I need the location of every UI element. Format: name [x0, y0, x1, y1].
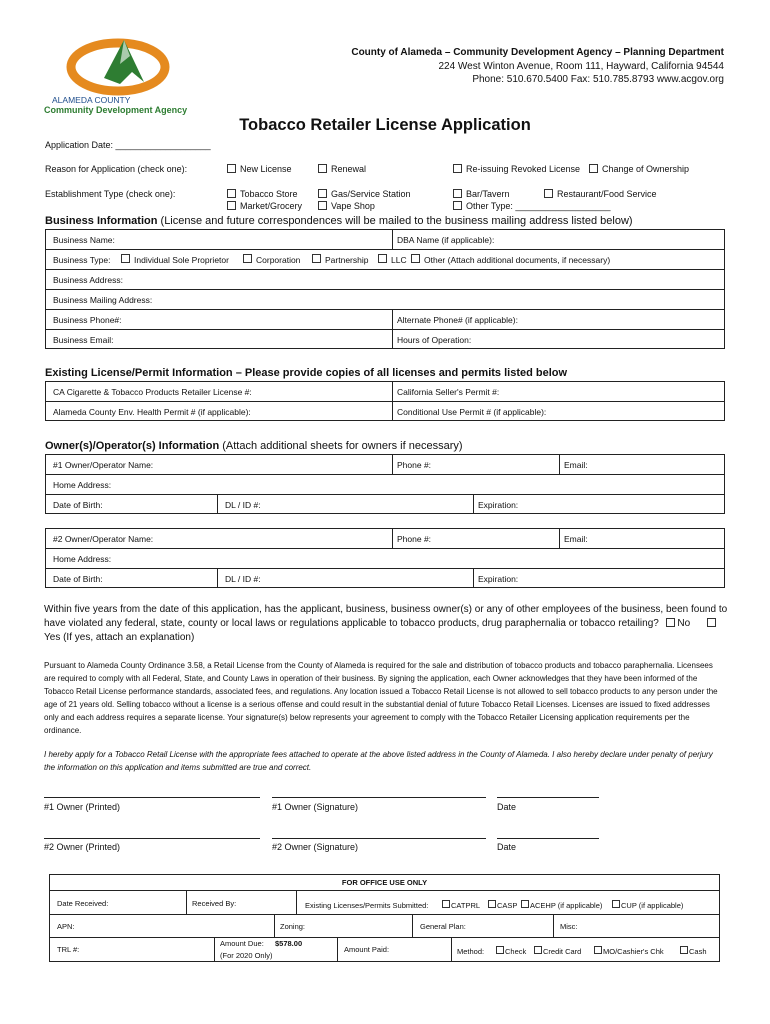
answer-no: No: [677, 618, 691, 629]
checkbox-vape-shop[interactable]: [318, 201, 327, 210]
checkbox-acehp[interactable]: [521, 900, 529, 908]
checkbox-other-type[interactable]: [453, 201, 462, 210]
ca-cigarette-license-field[interactable]: CA Cigarette & Tobacco Products Retailer License #:: [53, 387, 252, 397]
declaration-paragraph: I hereby apply for a Tobacco Retail License with the appropriate fees attached to operate at the above listed address in the County of Alameda. I also hereby declare under penalty of perjury the information on this application and items submitted are true and correct.: [44, 750, 713, 772]
hours-field[interactable]: Hours of Operation:: [397, 335, 472, 345]
sellers-permit-field[interactable]: California Seller's Permit #:: [397, 387, 500, 397]
logo-text-line2: Community Development Agency: [44, 105, 188, 115]
option-renewal: Renewal: [331, 164, 367, 174]
checkbox-no[interactable]: [666, 618, 675, 627]
owner1-date-label: Date: [497, 802, 517, 812]
checkbox-bar-tavern[interactable]: [453, 189, 462, 198]
application-date-field[interactable]: Application Date: ___________________: [45, 140, 211, 150]
option-bar-tavern: Bar/Tavern: [466, 189, 510, 199]
address-line: 224 West Winton Avenue, Room 111, Hayward, California 94544: [438, 60, 724, 72]
business-mailing-field[interactable]: Business Mailing Address:: [53, 295, 153, 305]
owner1-dl-field[interactable]: DL / ID #:: [225, 500, 261, 510]
establishment-label: Establishment Type (check one):: [45, 189, 176, 199]
owner2-expiration-field[interactable]: Expiration:: [478, 574, 519, 584]
owner1-expiration-field[interactable]: Expiration:: [478, 500, 519, 510]
owner1-dob-field[interactable]: Date of Birth:: [53, 500, 103, 510]
type-llc: LLC: [391, 255, 407, 265]
checkbox-restaurant[interactable]: [544, 189, 553, 198]
method-mo-cashiers: MO/Cashier's Chk: [603, 947, 664, 956]
general-plan-field[interactable]: General Plan:: [420, 922, 466, 931]
business-heading: [45, 215, 633, 227]
amount-due-label: Amount Due:: [220, 939, 264, 948]
owner2-phone-field[interactable]: Phone #:: [397, 534, 432, 544]
owner2-date-label: Date: [497, 842, 517, 852]
dba-name-field[interactable]: DBA Name (if applicable):: [397, 235, 495, 245]
violation-question: [44, 603, 734, 645]
checkbox-corporation[interactable]: [243, 254, 252, 263]
agency-line: County of Alameda – Community Development Agency – Planning Department: [351, 47, 724, 58]
owner1-home-field[interactable]: Home Address:: [53, 480, 112, 490]
checkbox-mo-cashiers[interactable]: [594, 946, 602, 954]
owner1-phone-field[interactable]: Phone #:: [397, 460, 432, 470]
option-change-ownership: Change of Ownership: [602, 164, 690, 174]
checkbox-casp[interactable]: [488, 900, 496, 908]
checkbox-other[interactable]: [411, 254, 420, 263]
alternate-phone-field[interactable]: Alternate Phone# (if applicable):: [397, 315, 518, 325]
option-restaurant: Restaurant/Food Service: [557, 189, 657, 199]
amount-due-value: $578.00: [275, 939, 303, 948]
option-tobacco-store: Tobacco Store: [240, 189, 298, 199]
method-credit-card: Credit Card: [543, 947, 582, 956]
ordinance-paragraph: Pursuant to Alameda County Ordinance 3.58, a Retail License from the County of Alameda is required for the sale and distribution of tobacco products and tobacco paraphernalia. Licensees are required to comply with all Federal, State, and County Laws in operation of their business. By signing the application, each Owner acknowledges that they have been informed of the Tobacco Retail License performance standards, associated fees, and regulations. Any location issued a Tobacco Retail License is not allowed to sell tobacco products to any person under the age of 21 years old. Selling tobacco without a license is a serious offense and could result in the substantial denial of future Tobacco Retail Licenses. Licenses are issued to fixed addresses only and each address requires a separate license. Your signature(s) below represents your agreement to comply with the Tobacco Retailer Licensing application requirements per the ordinance.: [44, 661, 718, 735]
type-other: Other (Attach additional documents, if necessary): [424, 255, 611, 265]
checkbox-reissuing[interactable]: [453, 164, 462, 173]
form-title: Tobacco Retailer License Application: [239, 116, 531, 134]
option-reissuing: Re-issuing Revoked License: [466, 164, 581, 174]
business-name-field[interactable]: Business Name:: [53, 235, 115, 245]
agency-logo: [40, 34, 200, 118]
amount-paid-field[interactable]: Amount Paid:: [344, 945, 390, 954]
type-partnership: Partnership: [325, 255, 369, 265]
method-cash: Cash: [689, 947, 707, 956]
checkbox-yes[interactable]: [707, 618, 716, 627]
office-use-heading: FOR OFFICE USE ONLY: [341, 878, 428, 887]
owner1-name-field[interactable]: #1 Owner/Operator Name:: [53, 460, 154, 470]
violation-question-text: Within five years from the date of this application, has the applicant, business, business owner(s) or any of other employees of the business, been found to have violated any federal, state, county or local laws or regulations applicable to tobacco products, drug paraphernalia or tobacco retailing?: [44, 604, 728, 629]
env-health-permit-field[interactable]: Alameda County Env. Health Permit # (if applicable):: [53, 407, 251, 417]
owner2-email-field[interactable]: Email:: [564, 534, 588, 544]
checkbox-check[interactable]: [496, 946, 504, 954]
misc-field[interactable]: Misc:: [560, 922, 578, 931]
contact-line: Phone: 510.670.5400 Fax: 510.785.8793 www.acgov.org: [472, 74, 724, 85]
amount-due-note: (For 2020 Only): [220, 951, 273, 960]
answer-yes: Yes (If yes, attach an explanation): [44, 632, 195, 643]
zoning-field[interactable]: Zoning:: [280, 922, 306, 931]
owner1-printed-label: #1 Owner (Printed): [44, 802, 121, 812]
received-by-field[interactable]: Received By:: [192, 899, 237, 908]
licenses-heading: Existing License/Permit Information – Please provide copies of all licenses and permits listed below: [45, 367, 568, 379]
owners-heading: [45, 440, 463, 452]
type-corporation: Corporation: [256, 255, 301, 265]
owners-heading-rest: (Attach additional sheets for owners if necessary): [219, 440, 463, 452]
checkbox-credit-card[interactable]: [534, 946, 542, 954]
business-email-field[interactable]: Business Email:: [53, 335, 114, 345]
business-phone-field[interactable]: Business Phone#:: [53, 315, 122, 325]
checkbox-change-ownership[interactable]: [589, 164, 598, 173]
checkbox-gas-station[interactable]: [318, 189, 327, 198]
apn-field[interactable]: APN:: [57, 922, 75, 931]
permit-catprl: CATPRL: [451, 901, 481, 910]
owner2-dob-field[interactable]: Date of Birth:: [53, 574, 103, 584]
agency-header: [351, 46, 724, 87]
checkbox-cash[interactable]: [680, 946, 688, 954]
owner1-signature-label: #1 Owner (Signature): [272, 802, 359, 812]
owner2-signature-label: #2 Owner (Signature): [272, 842, 359, 852]
business-heading-rest: (License and future correspondences will be mailed to the business mailing address listed below): [157, 215, 633, 227]
method-label: Method:: [457, 947, 485, 956]
reason-label: Reason for Application (check one):: [45, 164, 188, 174]
type-sole-proprietor: Individual Sole Proprietor: [134, 255, 229, 265]
conditional-use-field[interactable]: Conditional Use Permit # (if applicable):: [397, 407, 547, 417]
business-type-label: Business Type:: [53, 255, 111, 265]
owner2-name-field[interactable]: #2 Owner/Operator Name:: [53, 534, 154, 544]
option-gas-station: Gas/Service Station: [331, 189, 411, 199]
checkbox-market-grocery[interactable]: [227, 201, 236, 210]
permit-casp: CASP: [497, 901, 518, 910]
business-heading-bold: Business Information: [45, 215, 158, 227]
option-market-grocery: Market/Grocery: [240, 201, 303, 211]
option-new-license: New License: [240, 164, 292, 174]
checkbox-cup[interactable]: [612, 900, 620, 908]
checkbox-llc[interactable]: [378, 254, 387, 263]
checkbox-catprl[interactable]: [442, 900, 450, 908]
checkbox-partnership[interactable]: [312, 254, 321, 263]
owner1-email-field[interactable]: Email:: [564, 460, 588, 470]
existing-permits-label: Existing Licenses/Permits Submitted:: [305, 901, 429, 910]
date-received-field[interactable]: Date Received:: [57, 899, 109, 908]
permit-acehp: ACEHP (if applicable): [530, 901, 603, 910]
method-check: Check: [505, 947, 527, 956]
trl-field[interactable]: TRL #:: [57, 945, 80, 954]
checkbox-renewal[interactable]: [318, 164, 327, 173]
checkbox-tobacco-store[interactable]: [227, 189, 236, 198]
owner2-dl-field[interactable]: DL / ID #:: [225, 574, 261, 584]
owners-heading-bold: Owner(s)/Operator(s) Information: [45, 440, 220, 452]
option-vape-shop: Vape Shop: [331, 201, 375, 211]
option-other-type: Other Type: ___________________: [466, 201, 611, 211]
permit-cup: CUP (if applicable): [621, 901, 684, 910]
owner2-home-field[interactable]: Home Address:: [53, 554, 112, 564]
logo-text-line1: ALAMEDA COUNTY: [52, 95, 131, 105]
checkbox-sole-proprietor[interactable]: [121, 254, 130, 263]
business-address-field[interactable]: Business Address:: [53, 275, 123, 285]
owner2-printed-label: #2 Owner (Printed): [44, 842, 121, 852]
checkbox-new-license[interactable]: [227, 164, 236, 173]
